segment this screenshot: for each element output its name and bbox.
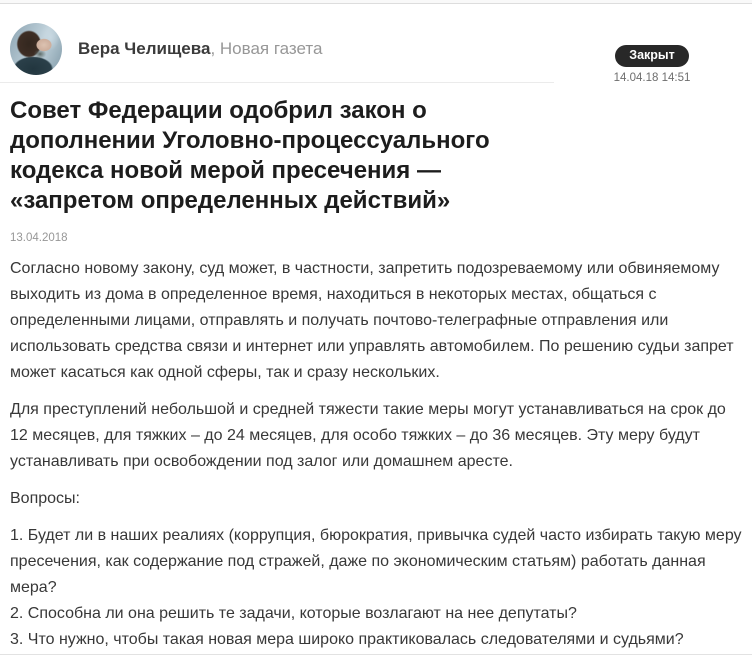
question-item: 2. Способна ли она решить те задачи, которые возлагают на нее депутаты? — [10, 605, 577, 622]
author-line — [78, 39, 322, 59]
author-affiliation: , Новая газета — [210, 39, 323, 58]
article-paragraph: Согласно новому закону, суд может, в частности, запретить подозреваемому или обвиняемому выходить из дома в определенное время, находиться в некоторых местах, общаться с определенными лицами, отправлять и получать почтово-телеграфные отправления или использовать средства связи и интернет или управлять автомобилем. По решению судьи запрет может касаться как одной сферы, так и сразу нескольких. — [10, 260, 734, 381]
author-name[interactable]: Вера Челищева — [78, 39, 211, 58]
article-date: 13.04.2018 — [10, 232, 68, 244]
question-item: 1. Будет ли в наших реалиях (коррупция, бюрократия, привычка судей часто избирать такую меру пресечения, как содержание под стражей, даже по экономическим статьям) работать данная мера? — [10, 527, 742, 596]
questions-label: Вопросы: — [10, 490, 80, 507]
article — [10, 83, 742, 653]
question-item: 3. Что нужно, чтобы такая новая мера широко практиковалась следователями и судьями? — [10, 631, 684, 648]
status-timestamp: 14.04.18 14:51 — [613, 72, 691, 84]
status-block — [592, 45, 712, 84]
avatar[interactable] — [10, 23, 62, 75]
status-badge[interactable]: Закрыт — [615, 45, 688, 67]
questions-list — [10, 523, 742, 653]
bottom-divider — [0, 654, 752, 655]
top-toolbar-edge — [0, 0, 752, 4]
article-title: Совет Федерации одобрил закон о дополнении Уголовно-процессуального кодекса новой мерой пресечения — «запретом определенных действий» — [10, 97, 490, 214]
article-paragraph: Для преступлений небольшой и средней тяжести такие меры могут устанавливаться на срок до 12 месяцев, для тяжких – до 24 месяцев, для особо тяжких – до 36 месяцев. Эту меру будут устанавливать при освобождении под залог или домашнем аресте. — [10, 401, 726, 470]
